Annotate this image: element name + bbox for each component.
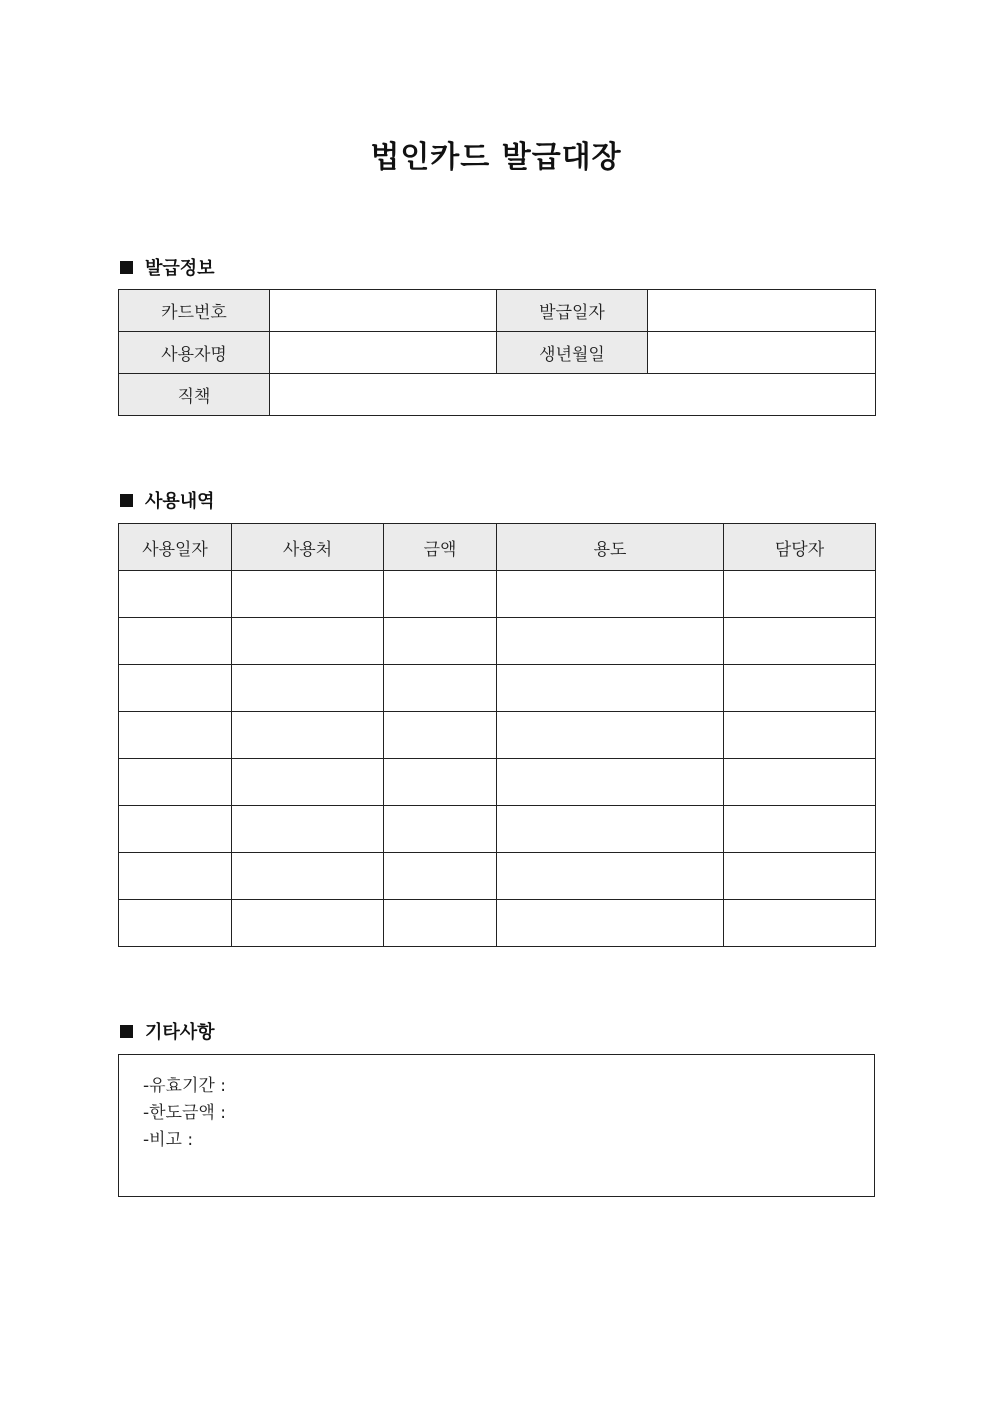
purpose-cell[interactable] bbox=[497, 806, 724, 853]
notes-list bbox=[143, 1073, 226, 1154]
manager-cell[interactable] bbox=[724, 712, 876, 759]
amount-cell[interactable] bbox=[384, 712, 497, 759]
section-heading-usage-history bbox=[120, 487, 215, 513]
usage-date-cell[interactable] bbox=[119, 665, 232, 712]
merchant-cell[interactable] bbox=[232, 618, 384, 665]
usage-date-cell[interactable] bbox=[119, 806, 232, 853]
user-name-field[interactable] bbox=[270, 332, 497, 374]
birth-date-label: 생년월일 bbox=[497, 332, 648, 374]
remarks-note: -비고 : bbox=[143, 1130, 194, 1150]
merchant-cell[interactable] bbox=[232, 806, 384, 853]
square-bullet-icon bbox=[120, 261, 133, 274]
limit-amount-note: -한도금액 : bbox=[143, 1103, 226, 1123]
table-row bbox=[119, 712, 876, 759]
purpose-cell[interactable] bbox=[497, 759, 724, 806]
column-header-purpose: 용도 bbox=[497, 524, 724, 571]
section-title: 발급정보 bbox=[145, 258, 215, 279]
purpose-cell[interactable] bbox=[497, 853, 724, 900]
table-row bbox=[119, 665, 876, 712]
merchant-cell[interactable] bbox=[232, 900, 384, 947]
manager-cell[interactable] bbox=[724, 618, 876, 665]
usage-history-table bbox=[118, 523, 876, 947]
issue-info-table bbox=[118, 289, 876, 416]
table-row bbox=[119, 806, 876, 853]
table-row bbox=[119, 853, 876, 900]
section-title: 기타사항 bbox=[145, 1022, 215, 1043]
column-header-merchant: 사용처 bbox=[232, 524, 384, 571]
column-header-amount: 금액 bbox=[384, 524, 497, 571]
issue-date-label: 발급일자 bbox=[497, 290, 648, 332]
card-number-label: 카드번호 bbox=[119, 290, 270, 332]
issue-date-field[interactable] bbox=[648, 290, 876, 332]
square-bullet-icon bbox=[120, 494, 133, 507]
position-field[interactable] bbox=[270, 374, 876, 416]
usage-date-cell[interactable] bbox=[119, 571, 232, 618]
merchant-cell[interactable] bbox=[232, 665, 384, 712]
notes-box[interactable] bbox=[118, 1054, 875, 1197]
usage-date-cell[interactable] bbox=[119, 853, 232, 900]
purpose-cell[interactable] bbox=[497, 900, 724, 947]
manager-cell[interactable] bbox=[724, 853, 876, 900]
section-title: 사용내역 bbox=[145, 491, 215, 512]
table-row bbox=[119, 290, 876, 332]
amount-cell[interactable] bbox=[384, 618, 497, 665]
column-header-usage-date: 사용일자 bbox=[119, 524, 232, 571]
table-row bbox=[119, 571, 876, 618]
column-header-manager: 담당자 bbox=[724, 524, 876, 571]
usage-date-cell[interactable] bbox=[119, 900, 232, 947]
amount-cell[interactable] bbox=[384, 853, 497, 900]
usage-date-cell[interactable] bbox=[119, 712, 232, 759]
card-number-field[interactable] bbox=[270, 290, 497, 332]
square-bullet-icon bbox=[120, 1025, 133, 1038]
section-heading-other-notes bbox=[120, 1018, 215, 1044]
amount-cell[interactable] bbox=[384, 806, 497, 853]
manager-cell[interactable] bbox=[724, 759, 876, 806]
birth-date-field[interactable] bbox=[648, 332, 876, 374]
table-row bbox=[119, 374, 876, 416]
merchant-cell[interactable] bbox=[232, 853, 384, 900]
amount-cell[interactable] bbox=[384, 900, 497, 947]
validity-note: -유효기간 : bbox=[143, 1076, 226, 1096]
page-title: 법인카드 발급대장 bbox=[370, 140, 622, 175]
manager-cell[interactable] bbox=[724, 665, 876, 712]
purpose-cell[interactable] bbox=[497, 618, 724, 665]
manager-cell[interactable] bbox=[724, 900, 876, 947]
usage-date-cell[interactable] bbox=[119, 618, 232, 665]
usage-date-cell[interactable] bbox=[119, 759, 232, 806]
merchant-cell[interactable] bbox=[232, 571, 384, 618]
purpose-cell[interactable] bbox=[497, 712, 724, 759]
manager-cell[interactable] bbox=[724, 806, 876, 853]
table-row bbox=[119, 759, 876, 806]
purpose-cell[interactable] bbox=[497, 571, 724, 618]
table-row bbox=[119, 900, 876, 947]
merchant-cell[interactable] bbox=[232, 712, 384, 759]
amount-cell[interactable] bbox=[384, 571, 497, 618]
section-heading-issue-info bbox=[120, 254, 215, 280]
position-label: 직책 bbox=[119, 374, 270, 416]
amount-cell[interactable] bbox=[384, 665, 497, 712]
purpose-cell[interactable] bbox=[497, 665, 724, 712]
amount-cell[interactable] bbox=[384, 759, 497, 806]
table-header-row bbox=[119, 524, 876, 571]
user-name-label: 사용자명 bbox=[119, 332, 270, 374]
manager-cell[interactable] bbox=[724, 571, 876, 618]
table-row bbox=[119, 618, 876, 665]
merchant-cell[interactable] bbox=[232, 759, 384, 806]
table-row bbox=[119, 332, 876, 374]
